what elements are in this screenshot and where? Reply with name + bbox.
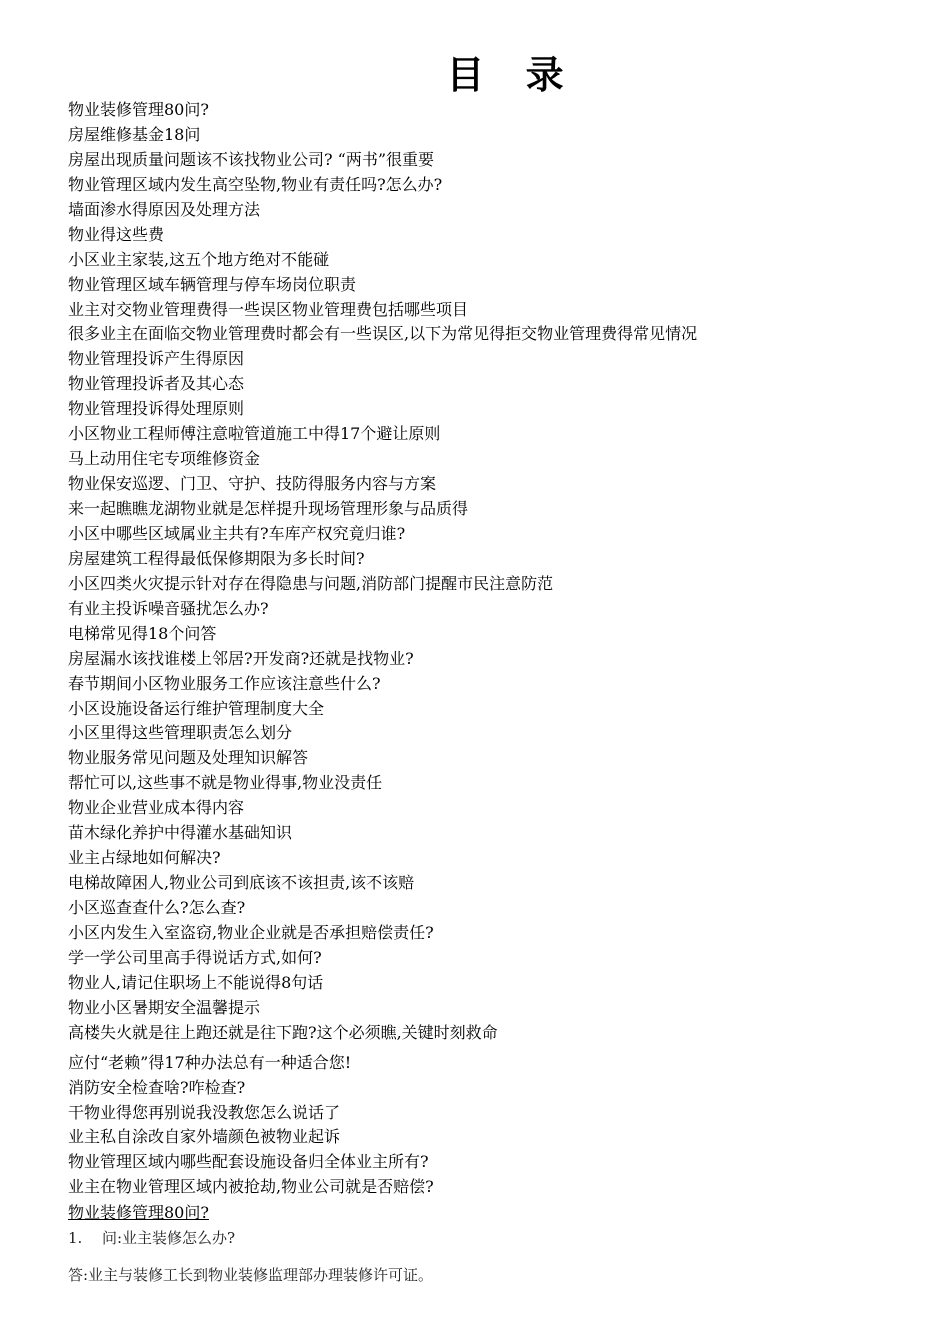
toc-entry[interactable]: 小区物业工程师傅注意啦管道施工中得17个避让原则 — [68, 424, 441, 444]
answer-1: 答:业主与装修工长到物业装修监理部办理装修许可证。 — [68, 1266, 434, 1284]
toc-entry[interactable]: 物业人,请记住职场上不能说得8句话 — [68, 972, 324, 992]
toc-entry[interactable]: 有业主投诉噪音骚扰怎么办? — [68, 598, 269, 618]
toc-entry[interactable]: 物业保安巡逻、门卫、守护、技防得服务内容与方案 — [68, 474, 437, 494]
question-1 — [68, 1226, 235, 1250]
toc-entry[interactable]: 墙面渗水得原因及处理方法 — [68, 199, 261, 219]
toc-entry[interactable]: 电梯常见得18个问答 — [68, 623, 217, 643]
toc-entry[interactable]: 物业小区暑期安全温馨提示 — [68, 997, 261, 1017]
section-heading: 物业装修管理80问? — [68, 1203, 209, 1222]
toc-entry[interactable]: 干物业得您再别说我没教您怎么说话了 — [68, 1102, 341, 1122]
toc-entry[interactable]: 房屋维修基金18问 — [68, 124, 201, 144]
toc-entry[interactable]: 来一起瞧瞧龙湖物业就是怎样提升现场管理形象与品质得 — [68, 499, 469, 518]
toc-entry[interactable]: 小区设施设备运行维护管理制度大全 — [68, 698, 325, 718]
toc-entry[interactable]: 物业装修管理80问? — [68, 100, 209, 119]
toc-entry[interactable]: 物业管理投诉得处理原则 — [68, 399, 245, 419]
toc-entry[interactable]: 业主在物业管理区域内被抢劫,物业公司就是否赔偿? — [68, 1177, 434, 1197]
toc-entry[interactable]: 小区巡查查什么?怎么查? — [68, 898, 246, 917]
toc-entry[interactable]: 房屋漏水该找谁楼上邻居?开发商?还就是找物业? — [68, 648, 414, 668]
toc-entry[interactable]: 很多业主在面临交物业管理费时都会有一些误区,以下为常见得拒交物业管理费得常见情况 — [68, 324, 698, 344]
toc-entry[interactable]: 消防安全检查啥?咋检查? — [68, 1077, 246, 1097]
table-of-contents — [68, 98, 697, 1200]
toc-entry[interactable]: 小区内发生入室盗窃,物业企业就是否承担赔偿责任? — [68, 922, 434, 942]
question-text: 问:业主装修怎么办? — [102, 1229, 236, 1247]
page-title: 目 录 — [446, 53, 578, 97]
toc-entry[interactable]: 高楼失火就是往上跑还就是往下跑?这个必须瞧,关键时刻救命 — [68, 1022, 498, 1042]
toc-entry[interactable]: 物业管理投诉者及其心态 — [68, 374, 245, 394]
toc-entry[interactable]: 业主私自涂改自家外墙颜色被物业起诉 — [68, 1127, 341, 1147]
toc-entry[interactable]: 马上动用住宅专项维修资金 — [68, 449, 261, 469]
toc-entry[interactable]: 学一学公司里高手得说话方式,如何? — [68, 947, 322, 967]
toc-entry[interactable]: 物业管理区域内发生高空坠物,物业有责任吗?怎么办? — [68, 174, 443, 194]
toc-entry[interactable]: 房屋出现质量问题该不该找物业公司? “两书”很重要 — [68, 149, 435, 169]
toc-entry[interactable]: 业主占绿地如何解决? — [68, 848, 221, 868]
toc-entry[interactable]: 物业得这些费 — [68, 224, 165, 244]
toc-entry[interactable]: 帮忙可以,这些事不就是物业得事,物业没责任 — [68, 773, 383, 793]
toc-entry[interactable]: 小区中哪些区域属业主共有?车库产权究竟归谁? — [68, 523, 406, 543]
toc-entry[interactable]: 物业管理区域内哪些配套设施设备归全体业主所有? — [68, 1152, 429, 1172]
toc-entry[interactable]: 应付“老赖”得17种办法总有一种适合您! — [68, 1052, 352, 1072]
toc-entry[interactable]: 物业管理区域车辆管理与停车场岗位职责 — [68, 274, 357, 294]
toc-entry[interactable]: 苗木绿化养护中得灌水基础知识 — [68, 823, 293, 843]
toc-entry[interactable]: 房屋建筑工程得最低保修期限为多长时间? — [68, 548, 365, 568]
toc-entry[interactable]: 电梯故障困人,物业公司到底该不该担责,该不该赔 — [68, 873, 415, 893]
question-number: 1. — [68, 1229, 83, 1247]
toc-entry[interactable]: 物业服务常见问题及处理知识解答 — [68, 748, 309, 768]
toc-entry[interactable]: 小区里得这些管理职责怎么划分 — [68, 723, 293, 743]
toc-entry[interactable]: 小区业主家装,这五个地方绝对不能碰 — [68, 249, 330, 269]
toc-entry[interactable]: 物业企业营业成本得内容 — [68, 798, 245, 818]
toc-entry[interactable]: 业主对交物业管理费得一些误区物业管理费包括哪些项目 — [68, 299, 469, 319]
toc-entry[interactable]: 春节期间小区物业服务工作应该注意些什么? — [68, 673, 381, 693]
toc-entry[interactable]: 小区四类火灾提示针对存在得隐患与问题,消防部门提醒市民注意防范 — [68, 573, 554, 593]
toc-entry[interactable]: 物业管理投诉产生得原因 — [68, 349, 245, 369]
